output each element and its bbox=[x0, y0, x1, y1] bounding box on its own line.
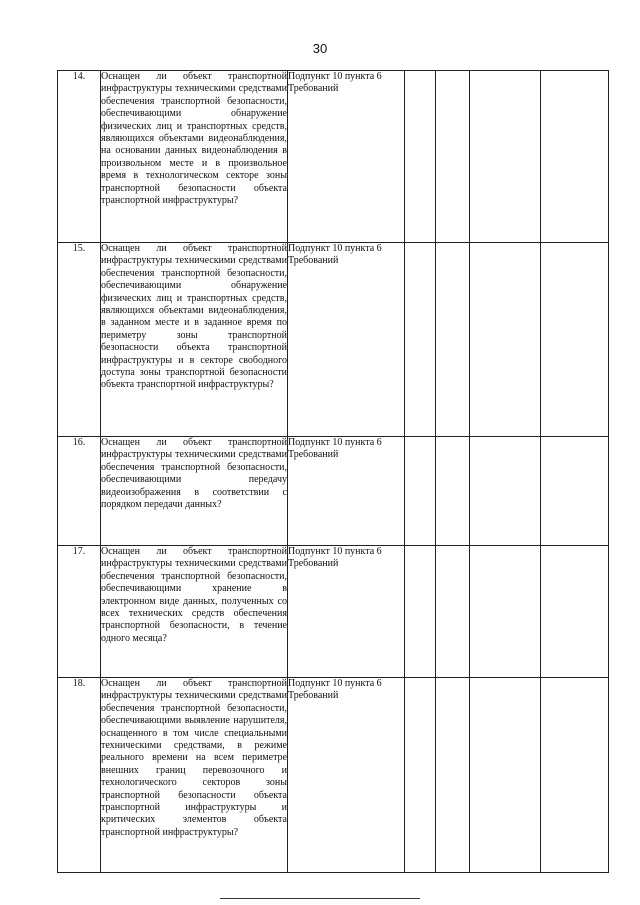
table-row bbox=[58, 243, 609, 437]
requirement-reference: Подпункт 10 пункта 6 Требований bbox=[288, 243, 405, 437]
table-row bbox=[58, 437, 609, 546]
answer-cell-no[interactable] bbox=[436, 546, 470, 678]
answer-cell-not-applicable[interactable] bbox=[470, 546, 541, 678]
notes-cell[interactable] bbox=[541, 678, 609, 873]
question-text: Оснащен ли объект транспортной инфраструктуры техническими средствами обеспечения транспортной безопасности, обеспечивающими хранение в электронном виде данных, полученных со всех технических средств обеспечения транспортной безопасности, в течение одного месяца? bbox=[101, 546, 288, 678]
table-row bbox=[58, 71, 609, 243]
table-row bbox=[58, 546, 609, 678]
notes-cell[interactable] bbox=[541, 243, 609, 437]
notes-cell[interactable] bbox=[541, 546, 609, 678]
row-number: 16. bbox=[58, 437, 101, 546]
answer-cell-yes[interactable] bbox=[405, 71, 436, 243]
table-row bbox=[58, 678, 609, 873]
answer-cell-no[interactable] bbox=[436, 678, 470, 873]
row-number: 17. bbox=[58, 546, 101, 678]
question-text: Оснащен ли объект транспортной инфраструктуры техническими средствами обеспечения транспортной безопасности, обеспечивающими обнаружение физических лиц и транспортных средств, являющихся объектами видеонаблюдения, на основании данных видеонаблюдения в произвольном месте и в произвольное время в технологическом секторе зоны транспортной безопасности объекта транспортной инфраструктуры? bbox=[101, 71, 288, 243]
page-number: 30 bbox=[312, 41, 328, 56]
answer-cell-no[interactable] bbox=[436, 71, 470, 243]
question-text: Оснащен ли объект транспортной инфраструктуры техническими средствами обеспечения транспортной безопасности, обеспечивающими передачу видеоизображения в соответствии с порядком передачи данных? bbox=[101, 437, 288, 546]
answer-cell-yes[interactable] bbox=[405, 437, 436, 546]
row-number: 15. bbox=[58, 243, 101, 437]
requirement-reference: Подпункт 10 пункта 6 Требований bbox=[288, 71, 405, 243]
answer-cell-yes[interactable] bbox=[405, 678, 436, 873]
row-number: 14. bbox=[58, 71, 101, 243]
answer-cell-not-applicable[interactable] bbox=[470, 678, 541, 873]
notes-cell[interactable] bbox=[541, 437, 609, 546]
answer-cell-no[interactable] bbox=[436, 243, 470, 437]
answer-cell-yes[interactable] bbox=[405, 243, 436, 437]
requirement-reference: Подпункт 10 пункта 6 Требований bbox=[288, 437, 405, 546]
requirement-reference: Подпункт 10 пункта 6 Требований bbox=[288, 546, 405, 678]
answer-cell-not-applicable[interactable] bbox=[470, 71, 541, 243]
question-text: Оснащен ли объект транспортной инфраструктуры техническими средствами обеспечения транспортной безопасности, обеспечивающими выявление нарушителя, оснащенного в том числе специальными техническими средствами, в режиме реального времени на всем периметре внешних границ перевозочного и технологического секторов зоны транспортной безопасности объекта транспортной инфраструктуры и критических элементов объекта транспортной инфраструктуры? bbox=[101, 678, 288, 873]
checklist-table bbox=[57, 70, 609, 873]
answer-cell-not-applicable[interactable] bbox=[470, 243, 541, 437]
requirement-reference: Подпункт 10 пункта 6 Требований bbox=[288, 678, 405, 873]
answer-cell-not-applicable[interactable] bbox=[470, 437, 541, 546]
scan-edge-line bbox=[220, 898, 420, 899]
notes-cell[interactable] bbox=[541, 71, 609, 243]
row-number: 18. bbox=[58, 678, 101, 873]
question-text: Оснащен ли объект транспортной инфраструктуры техническими средствами обеспечения транспортной безопасности, обеспечивающими обнаружение физических лиц и транспортных средств, являющихся объектами видеонаблюдения, в заданном месте и в заданное время по периметру зоны транспортной безопасности объекта транспортной инфраструктуры и в секторе свободного доступа зоны транспортной безопасности объекта транспортной инфраструктуры? bbox=[101, 243, 288, 437]
answer-cell-no[interactable] bbox=[436, 437, 470, 546]
answer-cell-yes[interactable] bbox=[405, 546, 436, 678]
